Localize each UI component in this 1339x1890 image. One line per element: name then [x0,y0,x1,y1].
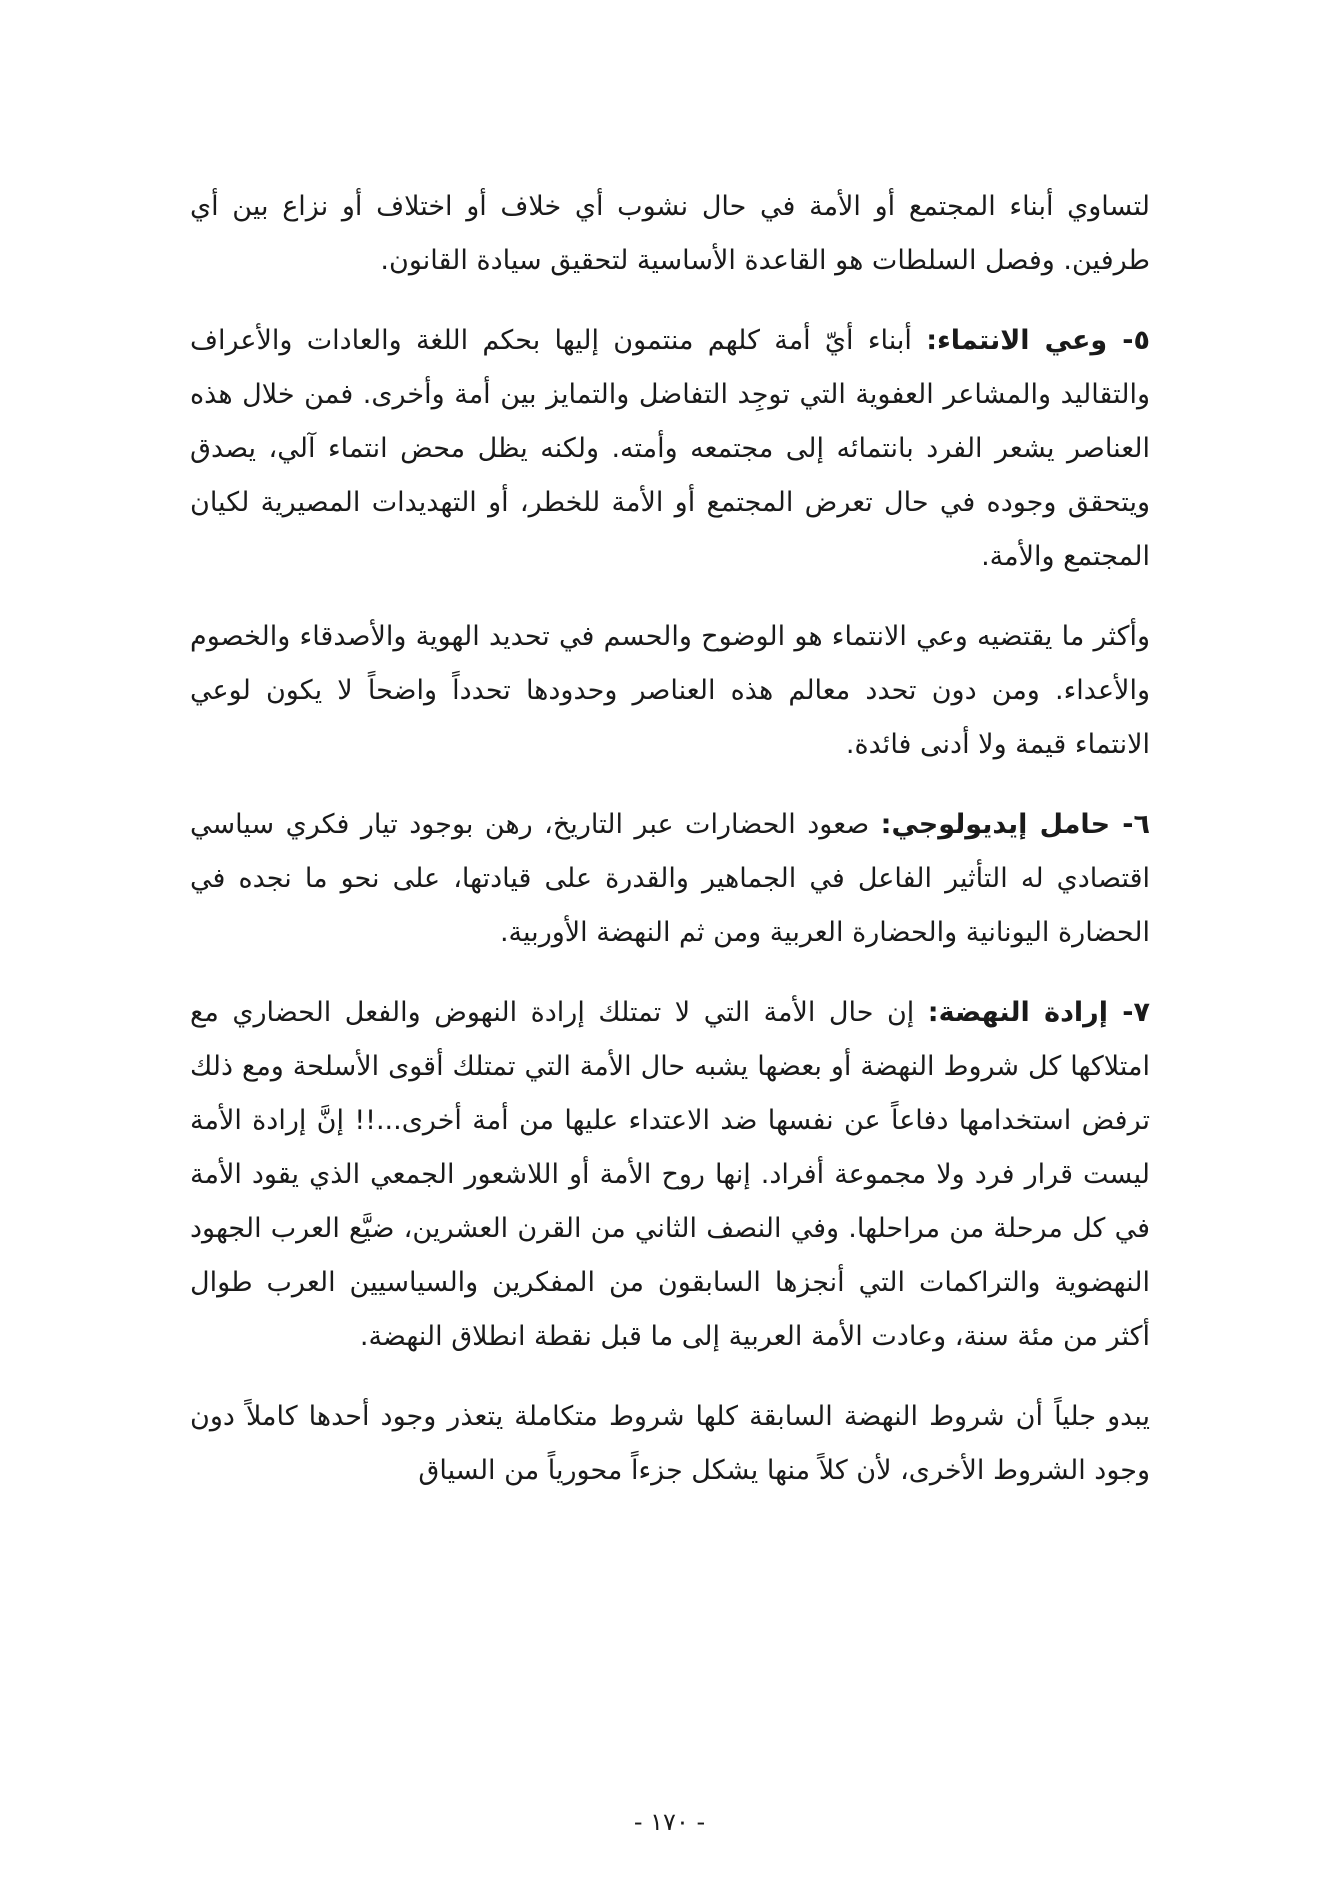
paragraph-5-heading: ٧- إرادة النهضة: [927,997,1150,1028]
paragraph-6-text: يبدو جلياً أن شروط النهضة السابقة كلها شروط متكاملة يتعذر وجود أحدها كاملاً دون وجود الشروط الأخرى، لأن كلاً منها يشكل جزءاً محورياً من السياق [190,1401,1150,1486]
page-number: - ١٧٠ - [633,1808,706,1836]
paragraph-3 [190,610,1150,772]
paragraph-4-heading: ٦- حامل إيديولوجي: [880,809,1150,840]
paragraph-1 [190,180,1150,288]
page-body [190,180,1150,1524]
paragraph-4-text: صعود الحضارات عبر التاريخ، رهن بوجود تيار فكري سياسي اقتصادي له التأثير الفاعل في الجماهير والقدرة على قيادتها، على نحو ما نجده في الحضارة اليونانية والحضارة العربية ومن ثم النهضة الأوربية. [190,809,1150,948]
paragraph-5 [190,986,1150,1364]
paragraph-5-text: إن حال الأمة التي لا تمتلك إرادة النهوض والفعل الحضاري مع امتلاكها كل شروط النهضة أو بعضها يشبه حال الأمة التي تمتلك أقوى الأسلحة ومع ذلك ترفض استخدامها دفاعاً عن نفسها ضد الاعتداء عليها من أمة أخرى...!! إنَّ إرادة الأمة ليست قرار فرد ولا مجموعة أفراد. إنها روح الأمة أو اللاشعور الجمعي الذي يقود الأمة في كل مرحلة من مراحلها. وفي النصف الثاني من القرن العشرين، ضيَّع العرب الجهود النهضوية والتراكمات التي أنجزها السابقون من المفكرين والسياسيين العرب طوال أكثر من مئة سنة، وعادت الأمة العربية إلى ما قبل نقطة انطلاق النهضة. [190,997,1150,1352]
paragraph-2 [190,314,1150,584]
paragraph-3-text: وأكثر ما يقتضيه وعي الانتماء هو الوضوح والحسم في تحديد الهوية والأصدقاء والخصوم والأعداء. ومن دون تحدد معالم هذه العناصر وحدودها تحدداً واضحاً لا يكون لوعي الانتماء قيمة ولا أدنى فائدة. [190,621,1150,760]
paragraph-4 [190,798,1150,960]
paragraph-6 [190,1390,1150,1498]
paragraph-1-text: لتساوي أبناء المجتمع أو الأمة في حال نشوب أي خلاف أو اختلاف أو نزاع بين أي طرفين. وفصل السلطات هو القاعدة الأساسية لتحقيق سيادة القانون. [190,191,1150,276]
paragraph-2-text: أبناء أيّ أمة كلهم منتمون إليها بحكم اللغة والعادات والأعراف والتقاليد والمشاعر العفوية التي توجِد التفاضل والتمايز بين أمة وأخرى. فمن خلال هذه العناصر يشعر الفرد بانتمائه إلى مجتمعه وأمته. ولكنه يظل محض انتماء آلي، يصدق ويتحقق وجوده في حال تعرض المجتمع أو الأمة للخطر، أو التهديدات المصيرية لكيان المجتمع والأمة. [190,325,1150,572]
paragraph-2-heading: ٥- وعي الانتماء: [926,325,1150,356]
